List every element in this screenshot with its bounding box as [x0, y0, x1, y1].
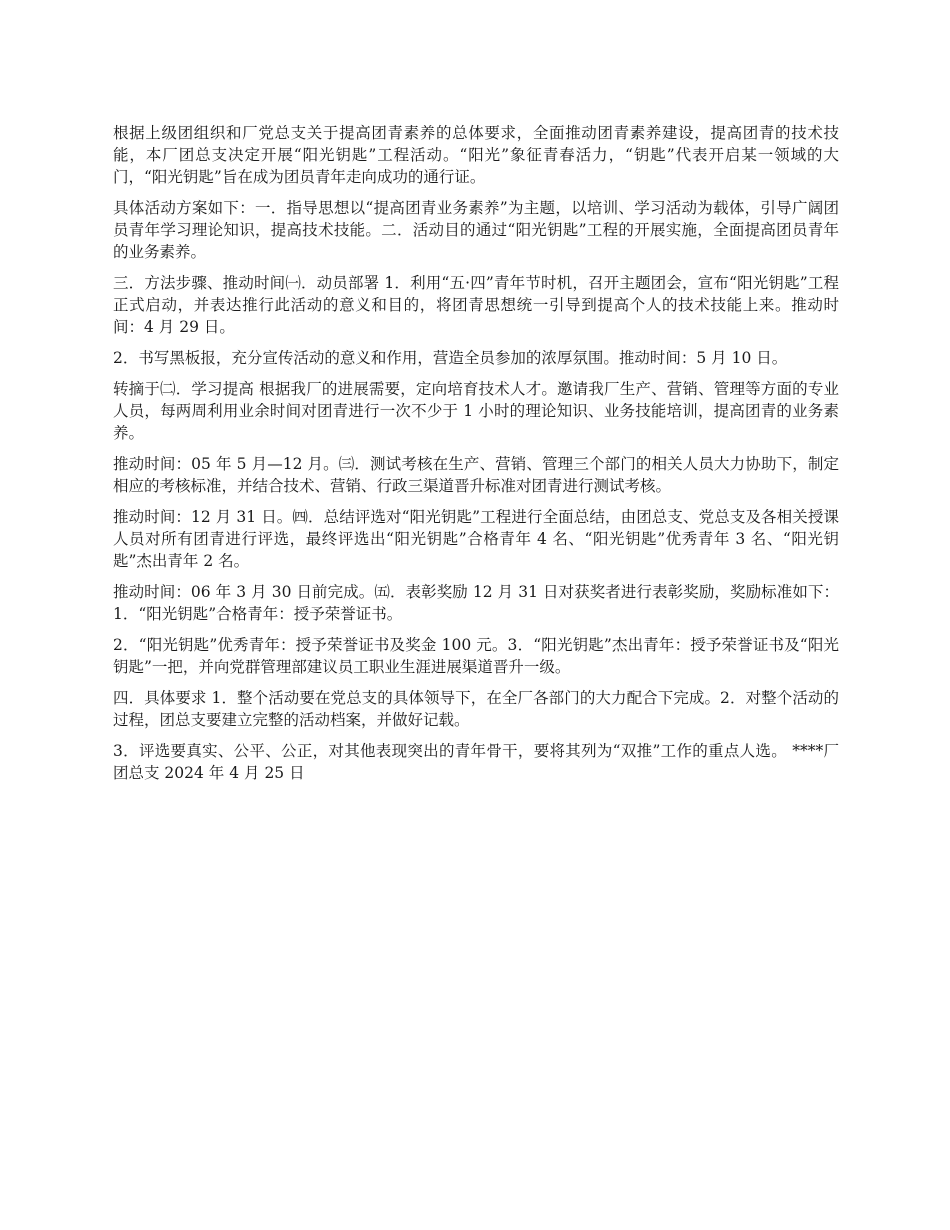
paragraph-steps-mobilization: 三．方法步骤、推动时间㈠．动员部署 1．利用“五·四”青年节时机，召开主题团会，宣布“阳光钥匙”工程正式启动，并表达推行此活动的意义和目的，将团青思想统一引导到提高个人的技术技能上来。推动时间：4 月 29 日。: [113, 274, 839, 336]
paragraph-study: 转摘于㈡．学习提高 根据我厂的进展需要，定向培育技术人才。邀请我厂生产、营销、管理等方面的专业人员，每两周利用业余时间对团青进行一次不少于 1 小时的理论知识、业务技能培训，提高团青的业务素养。: [113, 380, 839, 442]
paragraph-testing: 推动时间：05 年 5 月—12 月。㈢．测试考核在生产、营销、管理三个部门的相关人员大力协助下，制定相应的考核标准，并结合技术、营销、行政三渠道晋升标准对团青进行测试考核。: [113, 455, 839, 495]
paragraph-awards-detail: 2．“阳光钥匙”优秀青年：授予荣誉证书及奖金 100 元。3．“阳光钥匙”杰出青年：授予荣誉证书及“阳光钥匙”一把，并向党群管理部建议员工职业生涯进展渠道晋升一级。: [113, 636, 839, 676]
paragraph-blackboard: 2．书写黑板报，充分宣传活动的意义和作用，营造全员参加的浓厚氛围。推动时间：5 月 10 日。: [113, 349, 788, 367]
paragraph-signature: 3．评选要真实、公平、公正，对其他表现突出的青年骨干，要将其列为“双推”工作的重点人选。 ****厂团总支 2024 年 4 月 25 日: [113, 742, 839, 782]
document-body: [113, 122, 839, 793]
paragraph-evaluation: 推动时间：12 月 31 日。㈣．总结评选对“阳光钥匙”工程进行全面总结，由团总支、党总支及各相关授课人员对所有团青进行评选，最终评选出“阳光钥匙”合格青年 4 名、“阳光钥匙”优秀青年 3 名、“阳光钥匙”杰出青年 2 名。: [113, 508, 839, 570]
paragraph-plan: 具体活动方案如下：一．指导思想以“提高团青业务素养”为主题，以培训、学习活动为载体，引导广阔团员青年学习理论知识，提高技术技能。二．活动目的通过“阳光钥匙”工程的开展实施，全面提高团员青年的业务素养。: [113, 199, 839, 261]
paragraph-awards: 推动时间：06 年 3 月 30 日前完成。㈤．表彰奖励 12 月 31 日对获奖者进行表彰奖励，奖励标准如下：1．“阳光钥匙”合格青年：授予荣誉证书。: [113, 583, 839, 623]
paragraph-intro: 根据上级团组织和厂党总支关于提高团青素养的总体要求，全面推动团青素养建设，提高团青的技术技能，本厂团总支决定开展“阳光钥匙”工程活动。“阳光”象征青春活力，“钥匙”代表开启某一领域的大门，“阳光钥匙”旨在成为团员青年走向成功的通行证。: [113, 124, 839, 186]
paragraph-requirements: 四．具体要求 1．整个活动要在党总支的具体领导下，在全厂各部门的大力配合下完成。2．对整个活动的过程，团总支要建立完整的活动档案，并做好记载。: [113, 689, 839, 729]
